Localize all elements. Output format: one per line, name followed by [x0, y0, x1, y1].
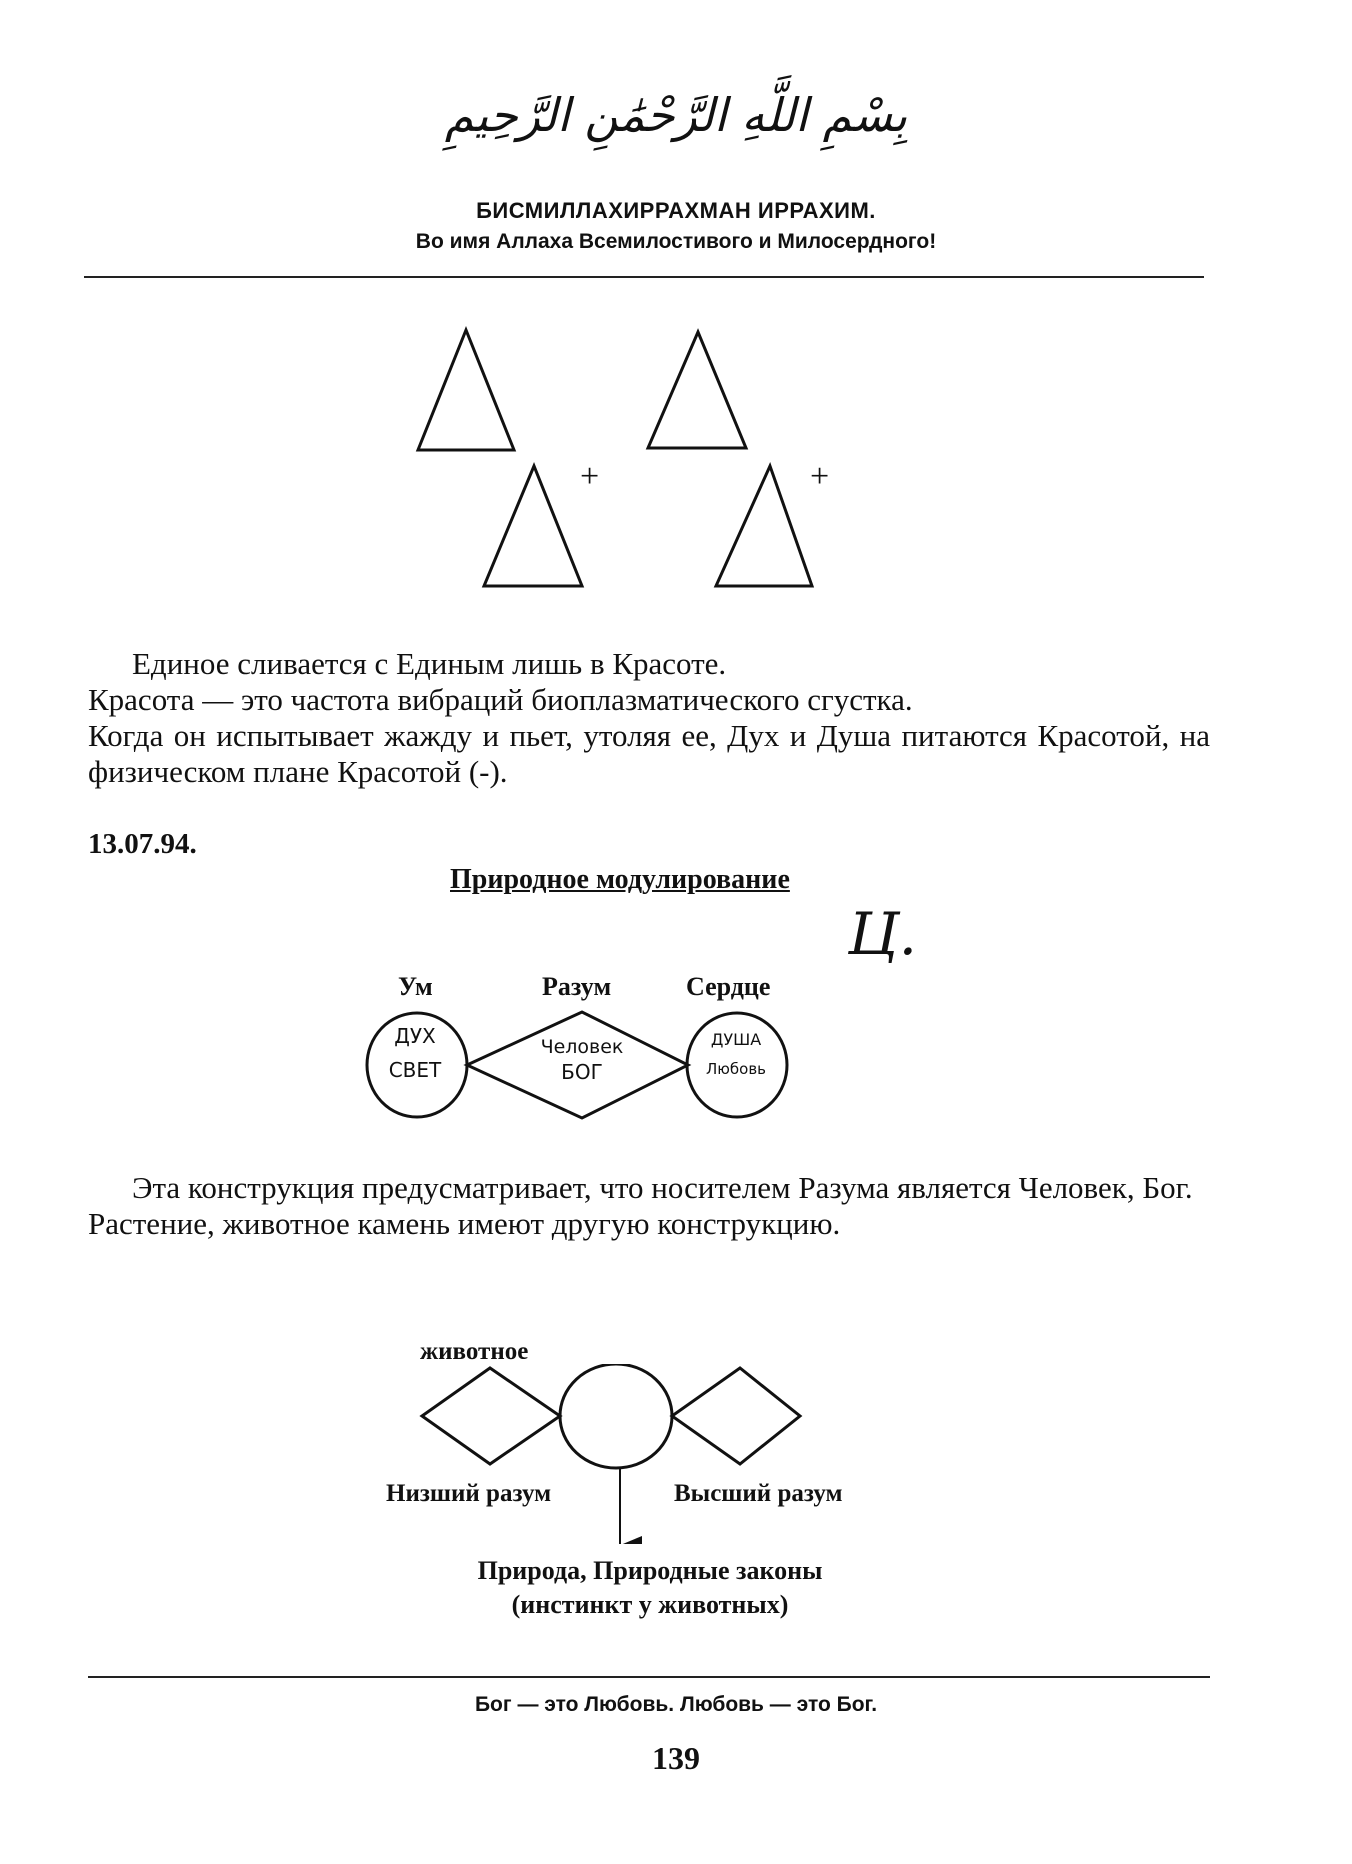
paragraph-line: Единое сливается с Единым лишь в Красоте. — [132, 646, 727, 681]
paragraph-line: Эта конструкция предусматривает, что носителем Разума является Человек, Бог. — [132, 1170, 1193, 1205]
circle-nature — [560, 1364, 672, 1468]
label-um: Ум — [398, 972, 433, 1001]
plus-sign-2: + — [810, 458, 830, 495]
paragraph-line: Растение, животное камень имеют другую конструкцию. — [88, 1206, 841, 1241]
diagram-animal-reason — [410, 1364, 810, 1544]
triangle-top-left — [418, 330, 514, 450]
text-dusha: ДУША — [710, 1030, 762, 1049]
paragraph-beauty — [88, 646, 1210, 790]
text-bog: БОГ — [561, 1060, 603, 1084]
diamond-lower-reason — [422, 1368, 560, 1464]
label-higher-reason: Высший разум — [674, 1480, 843, 1507]
footer-motto: Бог — это Любовь. Любовь — это Бог. — [474, 1693, 878, 1716]
label-razum: Разум — [542, 972, 612, 1001]
text-chelovek: Человек — [540, 1036, 624, 1058]
text-lyubov: Любовь — [705, 1060, 766, 1078]
text-svet: СВЕТ — [388, 1058, 442, 1082]
paragraph-line: Когда он испытывает жажду и пьет, утоляя ее, Дух и Душа питаются Красотой, на физическом плане Красотой (-). — [88, 718, 1210, 789]
plus-sign-1: + — [580, 458, 600, 495]
label-animal-instinct: (инстинкт у животных) — [511, 1590, 789, 1619]
section-title: Природное модулирование — [450, 864, 790, 895]
label-animal: животное — [420, 1338, 529, 1365]
paragraph-construction — [88, 1170, 1210, 1242]
arabic-calligraphy: بِسْمِ اللَّهِ الرَّحْمَٰنِ الرَّحِيمِ — [444, 88, 908, 142]
footer-divider — [88, 1676, 1210, 1678]
header-divider — [84, 276, 1204, 278]
label-nature-laws: Природа, Природные законы — [477, 1556, 823, 1585]
page-number: 139 — [652, 1740, 700, 1776]
triangle-bottom-left — [484, 466, 582, 586]
header-subtitle: Во имя Аллаха Всемилостивого и Милосердного! — [415, 230, 937, 253]
text-dukh: ДУХ — [394, 1024, 436, 1048]
diamond-higher-reason — [672, 1368, 800, 1464]
triangle-top-right — [648, 332, 746, 448]
triangle-bottom-right — [716, 466, 812, 586]
label-lower-reason: Низший разум — [386, 1480, 552, 1507]
date: 13.07.94. — [88, 828, 197, 860]
header-title: БИСМИЛЛАХИРРАХМАН ИРРАХИМ. — [476, 198, 876, 223]
paragraph-line: Красота — это частота вибраций биоплазматического сгустка. — [88, 682, 913, 717]
label-serdtse: Сердце — [686, 972, 771, 1001]
handwritten-signature: Ц. — [848, 900, 918, 968]
triangles-figure — [400, 320, 850, 600]
